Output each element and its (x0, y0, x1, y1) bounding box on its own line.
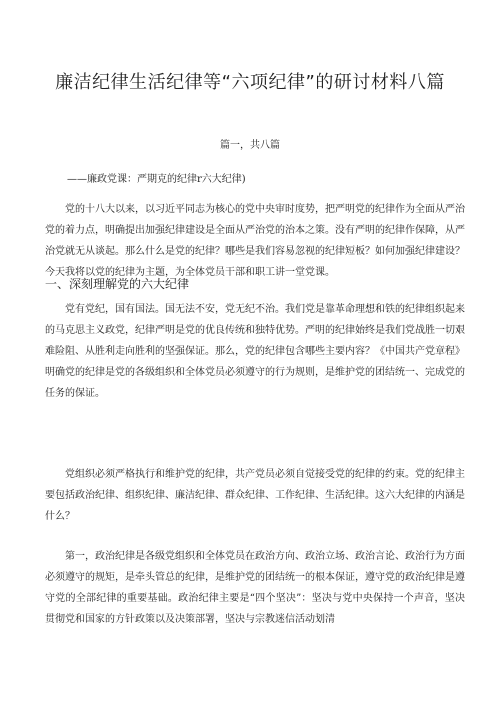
reference-line: ——廉政党课：严期克的纪律r六大纪律) (67, 174, 246, 185)
section-heading: 一、深刻理解党的六大纪律 (45, 277, 190, 291)
body-paragraph: 第一，政治纪律是各级党组织和全体党员在政治方向、政治立场、政治言论、政治行为方面必须遵守的规矩，是牵头管总的纪律，是维护党的团结统一的根本保证，遵守党的政治纪律是遵守党的全部纪律的重要基础。政治纪律主要是“四个坚决”：坚决与党中央保持一个声音，坚决贯彻党和国家的方针政策以及决策部署，坚决与宗教迷信活动划清 (45, 551, 465, 625)
page-title: 廉洁纪律生活纪律等“六项纪律”的研讨材料八篇 (55, 72, 445, 93)
body-paragraph: 党组织必须严格执行和维护党的纪律，共产党员必须自觉接受党的纪律的约束。党的纪律主要包括政治纪律、组织纪律、廉洁纪律、群众纪律、工作纪律、生活纪律。这六大纪律的内涵是什么？ (45, 469, 465, 522)
body-paragraph: 党有党纪，国有国法。国无法不安，党无纪不治。我们党是靠革命理想和铁的纪律组织起来的马克思主义政党，纪律严明是党的优良传统和独特优势。严明的纪律始终是我们党战胜一切艰难险阻、从胜利走向胜利的坚强保证。那么，党的纪律包含哪些主要内容？《中国共产党章程》明确党的纪律是党的各级组织和全体党员必须遵守的行为规则，是维护党的团结统一、完成党的任务的保证。 (45, 304, 465, 399)
intro-paragraph: 党的十八大以来，以习近平同志为核心的党中央审时度势，把严明党的纪律作为全面从严治党的着力点，明确提出加强纪律建设是全面从严治党的治本之策。没有严明的纪律作保障，从严治党就无从谈起。那么什么是党的纪律？哪些是我们容易忽视的纪律短板？如何加强纪律建设？今天我将以党的纪律为主题，为全体党员干部和职工讲一堂党课。 (45, 204, 465, 278)
document-subtitle: 篇一，共八篇 (220, 140, 280, 151)
